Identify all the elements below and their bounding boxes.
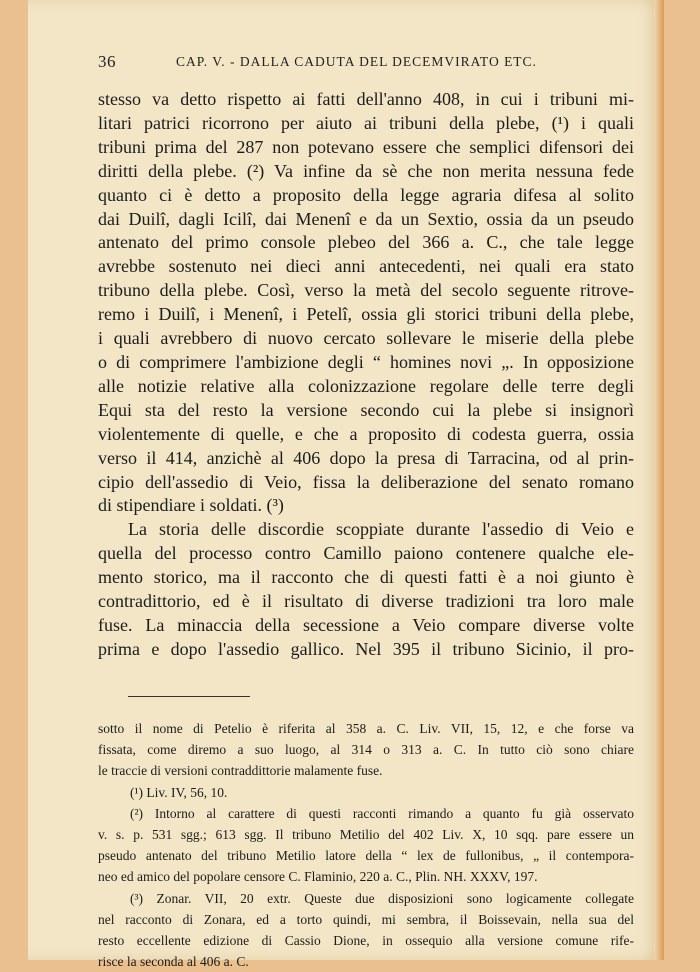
footnote-line: nel racconto di Zonara, ed a torto quindi, mi sembra, il Boissevain, nella sua del <box>98 911 634 927</box>
text-line: quella del processo contro Camillo paiono contenere qualche ele- <box>98 543 634 564</box>
text-line: stesso va detto rispetto ai fatti dell'anno 408, in cui i tribuni mi- <box>98 89 634 109</box>
footnote-line: risce la seconda al 406 a. C. <box>98 954 249 970</box>
footnote-line: (²) Intorno al carattere di questi racconti rimando a quanto fu già osservato <box>130 805 634 821</box>
text-line: i quali avrebbero di nuovo cercato sollevare le miserie della plebe <box>98 328 634 349</box>
footnotes <box>98 718 634 972</box>
running-title: CAP. V. - DALLA CADUTA DEL DECEMVIRATO ETC. <box>176 54 537 69</box>
footnote-line: resto eccellente edizione di Cassio Dione, in ossequio alla versione comune rife- <box>98 933 634 949</box>
page-number: 36 <box>98 52 116 71</box>
text-line: prima e dopo l'assedio gallico. Nel 395 il tribuno Sicinio, il pro- <box>98 638 634 659</box>
footnote-line: pseudo antenato del tribuno Metilio latore della “ lex de fullonibus, „ il contempora- <box>98 848 634 864</box>
footnote-1 <box>98 782 634 803</box>
text-line: cipio dell'assedio di Veio, fissa la deliberazione del senato romano <box>98 471 634 492</box>
text-line: o di comprimere l'ambizione degli “ homines novi „. In opposizione <box>98 351 634 372</box>
text-line: dai Duilî, dagli Icilî, dai Menenî e da un Sextio, ossia da un pseudo <box>98 208 634 229</box>
book-page <box>28 0 664 970</box>
footnote-3 <box>98 888 634 972</box>
text-line: verso il 414, anzichè al 406 dopo la presa di Tarracina, od al prin- <box>98 447 634 468</box>
footnote-line: sotto il nome di Petelio è riferita al 358 a. C. Liv. VII, 15, 12, e che forse va <box>98 721 634 736</box>
text-line: violentemente di quelle, e che a proposito di codesta guerra, ossia <box>98 423 634 444</box>
text-line: quanto ci è detto a proposito della legge agraria difesa al solito <box>98 184 634 205</box>
footnote-continuation <box>98 718 634 782</box>
footnote-line: neo ed amico del popolare censore C. Flaminio, 220 a. C., Plin. NH. XXXV, 197. <box>98 869 538 885</box>
text-line: avrebbe sostenuto nei dieci anni antecedenti, nei quali era stato <box>98 256 634 277</box>
page-edge <box>654 0 664 960</box>
footnote-line: (¹) Liv. IV, 56, 10. <box>130 784 228 800</box>
text-line: mento storico, ma il racconto che di questi fatti è a noi giunto è <box>98 567 634 588</box>
text-line: diritti della plebe. (²) Va infine da sè che non merita nessuna fede <box>98 160 634 181</box>
text-line: fuse. La minaccia della secessione a Veio compare diverse volte <box>98 614 634 635</box>
paragraph <box>98 518 634 661</box>
text-line: di stipendiare i soldati. (³) <box>98 495 284 516</box>
footnote-rule <box>128 696 250 697</box>
text-line: antenato del primo console plebeo del 366 a. C., che tale legge <box>98 232 634 253</box>
text-line: remo i Duilî, i Menenî, i Petelî, ossia gli storici tribuni della plebe, <box>98 304 634 325</box>
text-line: Equi sta del resto la versione secondo cui la plebe si insignorì <box>98 399 634 420</box>
text-line: contradittorio, ed è il risultato di diverse tradizioni tra loro male <box>98 591 634 612</box>
text-line: litari patrici ricorrono per aiuto ai tribuni della plebe, (¹) i quali <box>98 112 634 133</box>
main-text <box>98 88 634 662</box>
paragraph <box>98 88 634 518</box>
footnote-line: le traccie di versioni contraddittorie malamente fuse. <box>98 763 383 779</box>
footnote-line: v. s. p. 531 sgg.; 613 sgg. Il tribuno Metilio del 402 Liv. X, 10 sqq. pare essere un <box>98 827 634 843</box>
text-line: tribuni prima del 287 non potevano essere che semplici difensori dei <box>98 136 634 157</box>
text-line: tribuno della plebe. Così, verso la metà del secolo seguente ritrove- <box>98 280 634 301</box>
text-line: La storia delle discordie scoppiate durante l'assedio di Veio e <box>128 519 634 540</box>
text-line: alle notizie relative alla colonizzazione regolare delle terre degli <box>98 375 634 396</box>
footnote-line: (³) Zonar. VII, 20 extr. Queste due disposizioni sono logicamente collegate <box>130 890 634 906</box>
footnote-line: fissata, come diremo a suo luogo, al 314 o 313 a. C. In tutto ciò sono chiare <box>98 742 634 758</box>
footnote-2 <box>98 803 634 888</box>
